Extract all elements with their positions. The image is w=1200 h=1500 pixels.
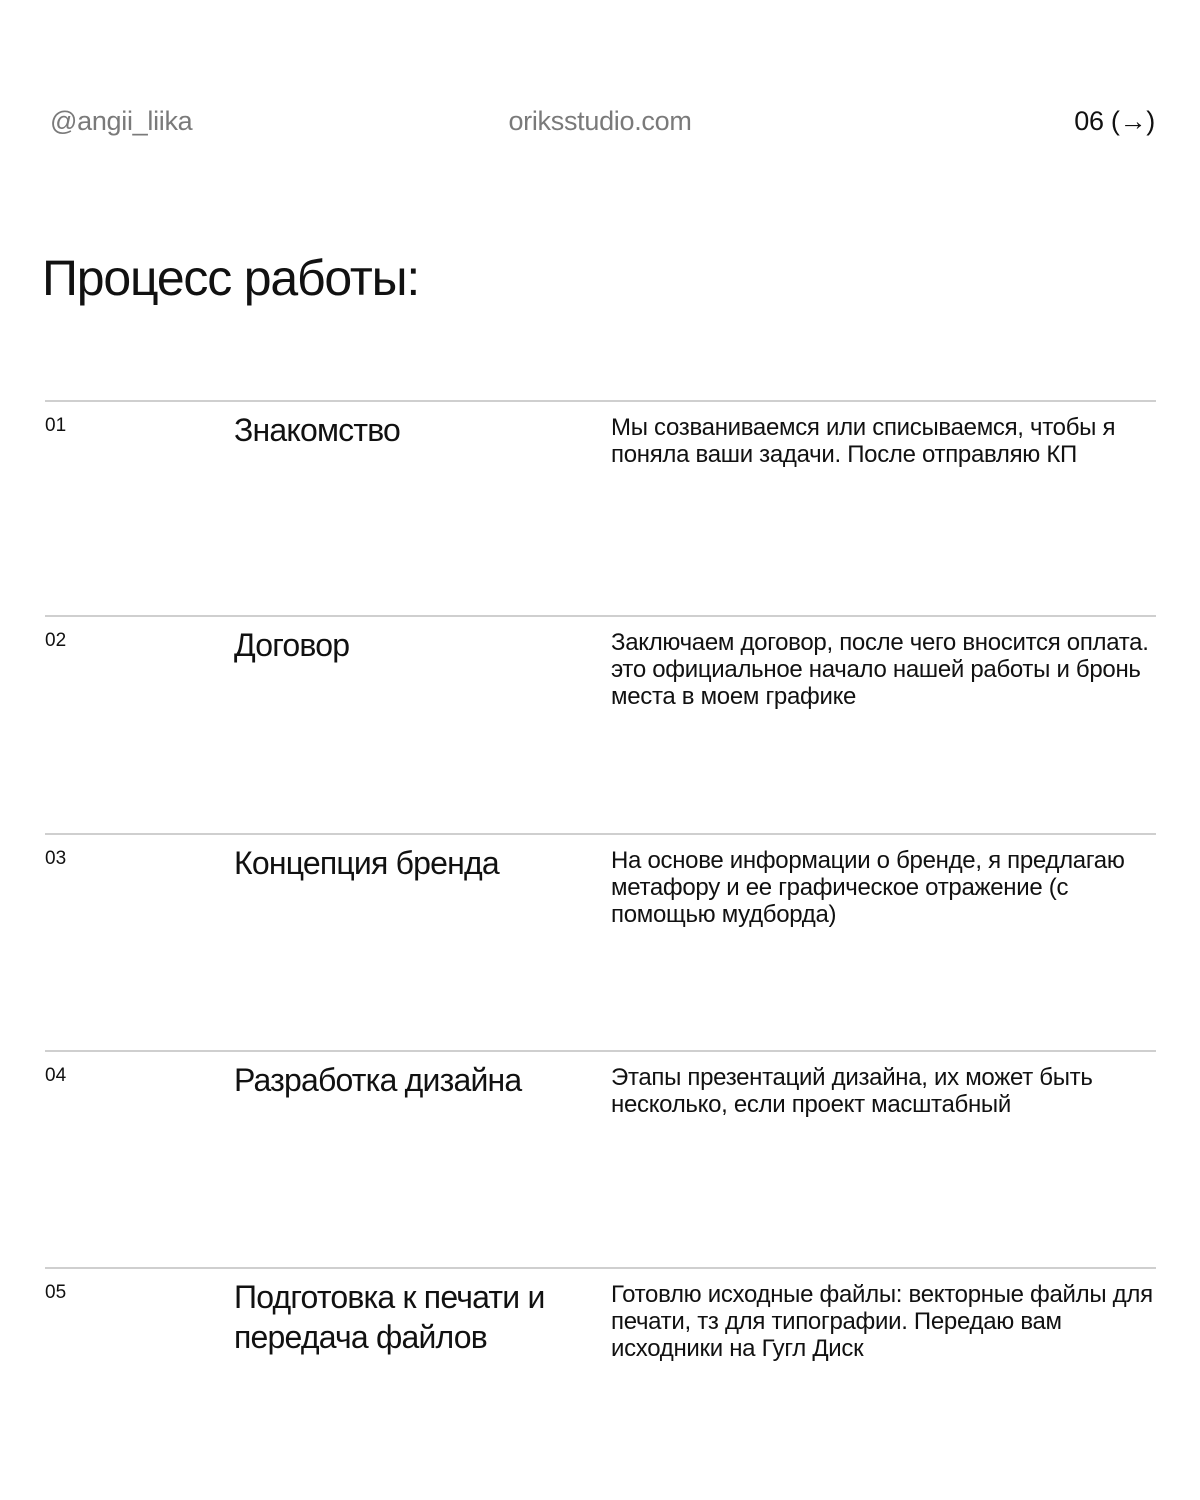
process-step	[45, 1267, 1156, 1362]
step-number: 03	[45, 848, 67, 869]
author-handle[interactable]: @angii_liika	[50, 106, 193, 136]
step-number: 04	[45, 1065, 67, 1086]
step-name: Знакомство	[234, 412, 401, 448]
step-name: Концепция бренда	[234, 845, 499, 881]
step-description: Этапы презентаций дизайна, их может быть несколько, если проект масштабный	[611, 1064, 1093, 1118]
process-step	[45, 615, 1156, 710]
page-title: Процесс работы:	[42, 250, 420, 306]
process-step	[45, 1050, 1156, 1118]
step-name: Подготовка к печати и передача файлов	[234, 1279, 545, 1355]
studio-website[interactable]: oriksstudio.com	[508, 106, 692, 136]
process-step	[45, 400, 1156, 468]
step-number: 02	[45, 630, 67, 651]
step-description: На основе информации о бренде, я предлагаю метафору и ее графическое отражение (с помощью мудборда)	[611, 847, 1125, 928]
step-name: Разработка дизайна	[234, 1062, 522, 1098]
step-name: Договор	[234, 627, 350, 663]
page-number-next[interactable]: 06 (→)	[1074, 106, 1155, 136]
step-number: 01	[45, 415, 67, 436]
step-description: Заключаем договор, после чего вносится оплата. это официальное начало нашей работы и бронь места в моем графике	[611, 629, 1149, 710]
step-description: Мы созваниваемся или списываемся, чтобы я поняла ваши задачи. После отправляю КП	[611, 414, 1116, 468]
process-step	[45, 833, 1156, 928]
step-number: 05	[45, 1282, 67, 1303]
page-header	[0, 103, 1200, 139]
step-description: Готовлю исходные файлы: векторные файлы для печати, тз для типографии. Передаю вам исходники на Гугл Диск	[611, 1281, 1153, 1362]
